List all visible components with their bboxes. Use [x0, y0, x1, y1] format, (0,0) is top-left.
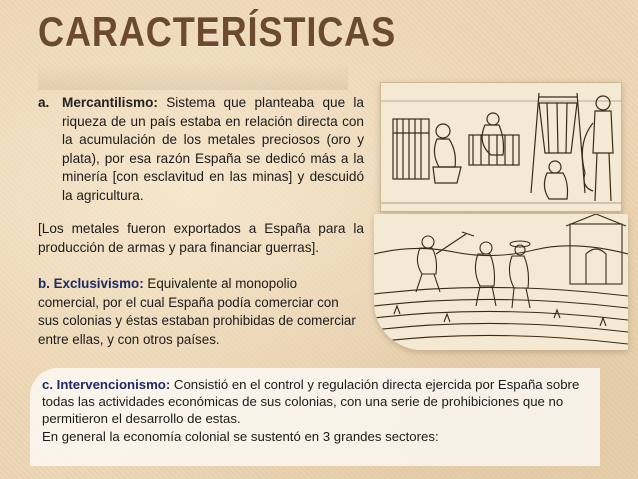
farmers-drawing	[374, 214, 628, 350]
slide-title: CARACTERÍSTICAS	[38, 8, 397, 55]
farmers-illustration	[374, 214, 628, 350]
mercantilismo-body	[62, 94, 364, 206]
weavers-drawing	[381, 83, 621, 211]
title-reflection	[38, 62, 348, 90]
mercantilismo-block	[38, 94, 364, 206]
exclusivismo-term: b. Exclusivismo:	[38, 276, 144, 291]
exclusivismo-block	[38, 275, 358, 349]
metals-note: [Los metales fueron exportados a España para la producción de armas y para financiar guerras].	[38, 221, 364, 255]
mercantilismo-term: Mercantilismo:	[62, 95, 158, 110]
intervencionismo-term: c. Intervencionismo:	[42, 377, 171, 392]
intervencionismo-block	[30, 368, 600, 466]
intervencionismo-text: Consistió en el control y regulación directa ejercida por España sobre todas las actividades económicas de sus colonias, con una serie de prohibiciones que no permitieron el desarrollo de estas.	[42, 377, 580, 427]
mercantilismo-text: Sistema que planteaba que la riqueza de un país estaba en relación directa con la acumulación de los metales preciosos (oro y plata), por esa razón España se dedicó más a la minería [con esclavitud en las minas] y descuidó la agricultura.	[62, 95, 364, 203]
intervencionismo-closing: En general la economía colonial se sustentó en 3 grandes sectores:	[42, 428, 439, 444]
exclusivismo-text: Equivalente al monopolio comercial, por el cual España podía comerciar con sus colonias y éstas estaban prohibidas de comerciar entre ellas, y con otros países.	[38, 276, 356, 347]
weavers-illustration	[380, 82, 622, 212]
list-marker: a.	[38, 95, 50, 110]
